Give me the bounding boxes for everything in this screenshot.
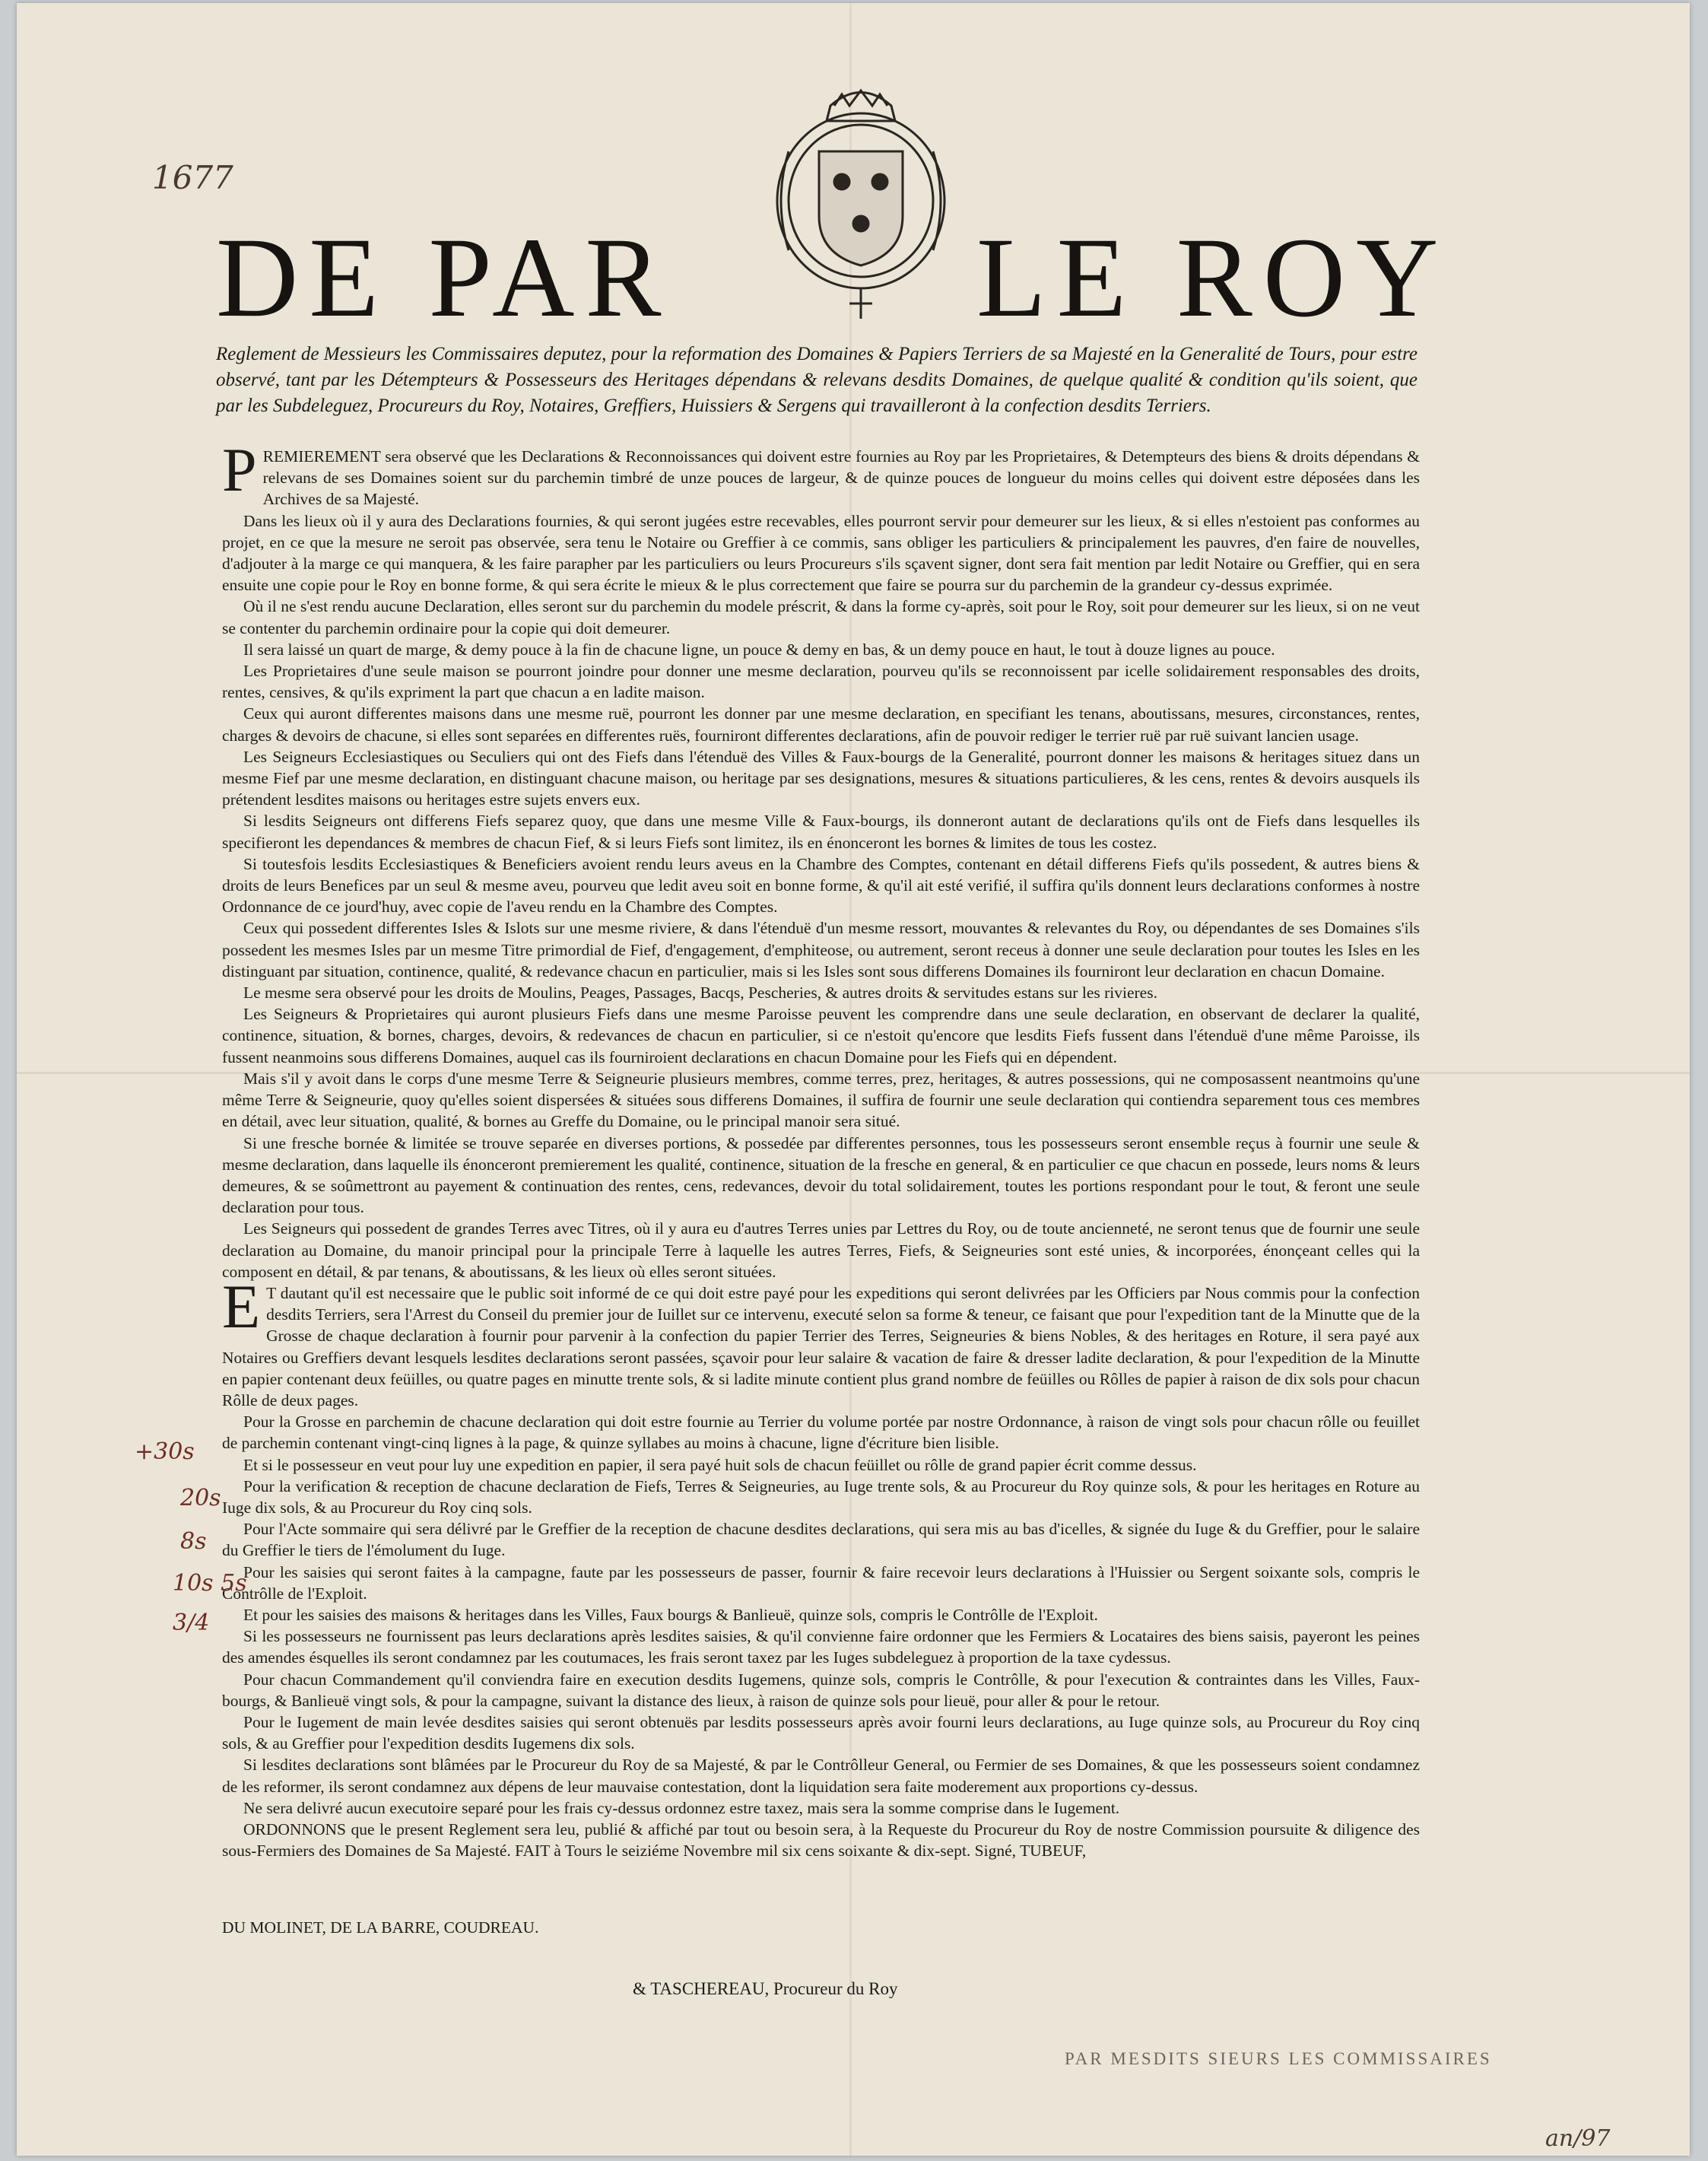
document-sheet [17, 3, 1690, 2156]
royal-crest-icon [758, 75, 964, 326]
margin-note: 3/4 [173, 1610, 210, 1636]
paragraph: Où il ne s'est rendu aucune Declaration, elles seront sur du parchemin du modele préscrit, & dans la forme cy-après, soit pour le Roy, soit pour demeurer sur les lieux, si on ne veut se contenter du parchemin ordinaire pour la copie qui doit demeurer. [222, 597, 1420, 637]
second-paragraph: E T dautant qu'il est necessaire que le public soit informé de ce qui doit estre payé pour les expeditions qui seront delivrées par les Officiers par Nous commis pour la confection desdits Terriers, sera l'Arrest du Conseil du premier jour de Iuillet sur ce intervenu, executé selon sa forme & teneur, ce faisant que pour l'expedition tant de la Minutte que de la Grosse de chaque declaration à fournir pour parvenir à la confection du papier Terrier des Terres, Seigneuries & biens Nobles, & des heritages en Roture, il sera payé aux Notaires ou Greffiers devant lesquels lesdites declarations seront passées, sçavoir pour leur salaire & vacation de faire & dresser ladite declaration, & pour l'expedition de la Minutte en papier contenant deux feüilles, ou quatre pages en minutte trente sols, & si ladite minute contient plus grand nombre de feüilles ou Rôlles de papier à raison de dix sols pour chacun Rôlle de deux pages. [222, 1271, 1420, 1409]
fee-paragraph: Et pour les saisies des maisons & heritages dans les Villes, Faux bourgs & Banlieuë, quinze sols, compris le Contrôlle de l'Exploit. [243, 1605, 1098, 1624]
dropcap: P [222, 435, 257, 504]
signers: DU MOLINET, DE LA BARRE, COUDREAU. [222, 1918, 539, 1937]
intro-heading: Reglement de Messieurs les Commissaires deputez, pour la reformation des Domaines & Papiers Terriers de sa Majesté en la Generalité de Tours, pour estre observé, tant par les Détempteurs & Possesseurs des Heritages dépendans & relevans desdits Domaines, de quelque qualité & condition qu'ils soient, que par les Subdeleguez, Procureurs du Roy, Notaires, Greffiers, Huissiers & Sergens qui travailleront à la confection desdits Terriers. [216, 344, 1418, 416]
margin-note: 8s [180, 1528, 207, 1555]
margin-note: 10s 5s [173, 1570, 247, 1597]
fee-paragraph: Pour les saisies qui seront faites à la campagne, faute par les possesseurs de passer, fournir & faire recevoir leurs declarations à l'Huissier ou Sergent soixante sols, compris le Contrôlle de l'Exploit. [222, 1562, 1420, 1603]
first-paragraph: PREMIEREMENT sera observé que les Declarations & Reconnoissances qui doivent estre fournies au Roy par les Proprietaires, & Detempteurs des biens & droits dépendans & relevans de ses Domaines soient sur du parchemin timbré de unze pouces de largeur, & de quinze pouces de longueur du moins celles qui doivent estre déposées dans les Archives de sa Majesté. [222, 435, 1420, 509]
corner-note: an/97 [1545, 2125, 1611, 2152]
fee-paragraph: Et si le possesseur en veut pour luy une expedition en papier, il sera payé huit sols de chacun feüillet ou rôlle de grand papier écrit comme dessus. [243, 1455, 1197, 1474]
paragraph: Si lesdits Seigneurs ont differens Fiefs separez quoy, que dans une mesme Ville & Faux-bourgs, ils donneront autant de declarations qu'ils ont de Fiefs dans lesquelles ils specifieront les dependances & membres de chacun Fief, & si leurs Fiefs sont limitez, ils en énonceront les bornes & limites de tous les costez. [222, 812, 1420, 852]
fee-paragraph: Ne sera delivré aucun executoire separé pour les frais cy-dessus ordonnez estre taxez, mais sera la somme comprise dans le Iugement. [243, 1798, 1120, 1817]
paragraph: Les Seigneurs qui possedent de grandes Terres avec Titres, où il y aura eu d'autres Terres unies par Lettres du Roy, ou de toute ancienneté, ne seront tenus que de fournir une seule declaration au Domaine, du manoir principal pour la principale Terre à laquelle les autres Terres, Fiefs, & Seigneuries sont esté unies, & incorporées, énonçeant celles qui la composent en détail, & par tenans, & aboutissans, & les lieux où elles seront situées. [222, 1219, 1420, 1281]
paragraph: Ceux qui auront differentes maisons dans une mesme ruë, pourront les donner par une mesme declaration, en specifiant les tenans, aboutissans, mesures, circonstances, rentes, charges & devoirs de chacune, si elles sont separées en differentes ruës, fourniront differentes declarations, afin de pouvoir rediger le terrier ruë par ruë suivant lancien usage. [222, 704, 1420, 745]
title-right: LE ROY [976, 215, 1449, 341]
title-left: DE PAR [216, 215, 672, 341]
paragraph: Les Proprietaires d'une seule maison se pourront joindre pour donner une mesme declaration, pourveu qu'ils se reconnoissent par icelle solidairement responsables des droits, rentes, censives, & qu'ils expriment la part que chacun a en ladite maison. [222, 662, 1420, 702]
year-note: 1677 [152, 159, 233, 196]
fee-paragraph: Pour le Iugement de main levée desdites saisies qui seront obtenuës par lesdits possesseurs après avoir fourni leurs declarations, au Iuge quinze sols, au Procureur du Roy cinq sols, & au Greffier pour l'expedition desdits Iugemens dix sols. [222, 1712, 1420, 1753]
fee-paragraph: Pour l'Acte sommaire qui sera délivré par le Greffier de la reception de chacune desdites declarations, qui sera mis au bas d'icelles, & signée du Iuge & du Greffier, pour le salaire du Greffier le tiers de l'émolument du Iuge. [222, 1520, 1420, 1560]
fee-paragraph: Pour la verification & reception de chacune declaration de Fiefs, Terres & Seigneuries, au Iuge trente sols, & au Procureur du Roy quinze sols, & pour les heritages en Roture au Iuge dix sols, & au Procureur du Roy cinq sols. [222, 1476, 1420, 1517]
fee-paragraph: Si les possesseurs ne fournissent pas leurs declarations après lesdites saisies, & qu'il convienne faire ordonner que les Fermiers & Locataires des biens saisis, payeront les peines des amendes ésquelles ils seront condamnez par les coutumaces, les frais seront taxez par les Iuges subdeleguez à proportion de la taxe cydessus. [222, 1627, 1420, 1667]
paragraph: Les Seigneurs Ecclesiastiques ou Seculiers qui ont des Fiefs dans l'étenduë des Villes & Faux-bourgs de la Generalité, pourront donner les maisons & heritages situez dans un mesme Fief par une mesme declaration, en distinguant chacune maison, ou heritage par ses designations, mesures & situations particulieres, & les cens, rentes & devoirs ausquels ils prétendent lesdites maisons ou heritages estre sujets envers eux. [222, 747, 1420, 809]
paragraph: Le mesme sera observé pour les droits de Moulins, Peages, Passages, Bacqs, Pescheries, & autres droits & servitudes estans sur les rivieres. [243, 984, 1157, 1003]
paragraph: Si une fresche bornée & limitée se trouve separée en diverses portions, & possedée par differentes personnes, tous les possesseurs seront ensemble reçus à fournir une seule & mesme declaration, dans laquelle ils énonceront premierement les qualité, continence, situation de la fresche en general, & en particulier ce que chacun en possede, leurs noms & leurs demeures, & se soûmettront au payement & continuation des rentes, cens, redevances, devoir du total solidairement, toutes les portions respondant pour le tout, & feront une seule declaration pour tous. [222, 1133, 1420, 1217]
fee-paragraph: ORDONNONS que le present Reglement sera leu, publié & affiché par tout ou besoin sera, à la Requeste du Procureur du Roy de nostre Commission poursuite & diligence des sous-Fermiers des Domaines de Sa Majesté. FAIT à Tours le seiziéme Novembre mil six cens soixante & dix-sept. Signé, TUBEUF, [222, 1820, 1420, 1861]
paragraph: Ceux qui possedent differentes Isles & Islots sur une mesme riviere, & dans l'étenduë d'un mesme ressort, mouvantes & relevantes du Roy, ou dépendantes de ses Domaines s'ils possedent les mesmes Isles par un mesme Titre primordial de Fief, d'engagement, d'emphiteose, ou autrement, seront receus à donner une seule declaration pour toutes les Isles en les distinguant par situation, continence, qualité, & redevance chacun en particulier, mais si les Isles sont sous differens Domaines ils fourniront leur declaration en chacun Domaine. [222, 919, 1420, 980]
paragraph: Les Seigneurs & Proprietaires qui auront plusieurs Fiefs dans une mesme Paroisse peuvent les comprendre dans une seule declaration, en observant de declarer la qualité, continence, situation, & bornes, charges, devoirs, & redevances de chacun en particulier, si ce n'estoit qu'encore que lesdits Fiefs fussent dans l'étenduë d'une même Paroisse, ils fussent neanmoins sous differens Domaines, auquel cas ils fourniroient declarations en chacun Domaine pour les Fiefs qui en dépendent. [222, 1005, 1420, 1066]
ordinance-body [222, 435, 1420, 1861]
dropcap: E [222, 1271, 261, 1341]
paragraph: Dans les lieux où il y aura des Declarations fournies, & qui seront jugées estre recevables, elles pourront servir pour demeurer sur les lieux, & si elles n'estoient pas conformes au projet, en ce que la mesure ne seroit pas observée, sera tenu le Notaire ou Greffier à ce commis, sans obliger les particuliers & principalement les pauvres, d'en faire de nouvelles, d'adjouter à la marge ce qui manquera, & les faire parapher par les particuliers ou leurs Procureurs s'ils sçavent signer, dont sera fait mention par ledit Notaire ou Greffier, qui en sera ensuite une copie pour le Roy en bonne forme, & qui sera écrite le mieux & le plus correctement que faire se pourra sur du parchemin de la grandeur cy-dessus exprimée. [222, 511, 1420, 595]
paragraph: Il sera laissé un quart de marge, & demy pouce à la fin de chacune ligne, un pouce & demy en bas, & un demy pouce en haut, le tout à douze lignes au pouce. [243, 640, 1275, 659]
closing-line: PAR MESDITS SIEURS LES COMMISSAIRES [1065, 2049, 1492, 2068]
procureur-line: & TASCHEREAU, Procureur du Roy [633, 1979, 898, 1998]
paragraph: Mais s'il y avoit dans le corps d'une mesme Terre & Seigneurie plusieurs membres, comme terres, prez, heritages, & autres possessions, qui ne composassent neantmoins qu'une même Terre & Seigneurie, quoy qu'elles soient dispersées & situées sous differens Domaines, il suffira de fournir une seule declaration qui contiendra separement tous ces membres en détail, avec leur situation, qualité, & bornes au Greffe du Domaine, ou le principal manoir sera situé. [222, 1069, 1420, 1131]
margin-note: 20s [180, 1485, 221, 1511]
fee-paragraph: Pour la Grosse en parchemin de chacune declaration qui doit estre fournie au Terrier du volume portée par nostre Ordonnance, à raison de vingt sols pour chacun rôlle ou feuillet de parchemin contenant vingt-cinq lignes à la page, & quinze syllabes au moins à chacune, ligne d'écriture bien lisible. [222, 1413, 1420, 1453]
fee-paragraph: Si lesdites declarations sont blâmées par le Procureur du Roy de sa Majesté, & par le Contrôlleur General, ou Fermier de ses Domaines, & que les possesseurs soient condamnez de les reformer, ils seront condamnez aux dépens de leur mauvaise contestation, dont la liquidation sera faite moderement aux proportions cy-dessus. [222, 1756, 1420, 1796]
paragraph: Si toutesfois lesdits Ecclesiastiques & Beneficiers avoient rendu leurs aveus en la Chambre des Comptes, contenant en détail differens Fiefs qu'ils possedent, & autres biens & droits de leurs Benefices par un seul & mesme aveu, pourveu que ledit aveu soit en bonne forme, & qu'il ait esté verifié, il suffira qu'ils donnent leurs declarations conformes à nostre Ordonnance de ce jourd'huy, avec copie de l'aveu rendu en la Chambre des Comptes. [222, 854, 1420, 917]
margin-note: +30s [135, 1438, 195, 1465]
fee-paragraph: Pour chacun Commandement qu'il conviendra faire en execution desdits Iugemens, quinze sols, compris le Contrôlle, & pour l'execution & contraintes dans les Villes, Faux-bourgs, & Banlieuë vingt sols, & pour la campagne, suivant la distance des lieux, à raison de quinze sols pour lieuë, pour aller & pour le retour. [222, 1670, 1420, 1710]
